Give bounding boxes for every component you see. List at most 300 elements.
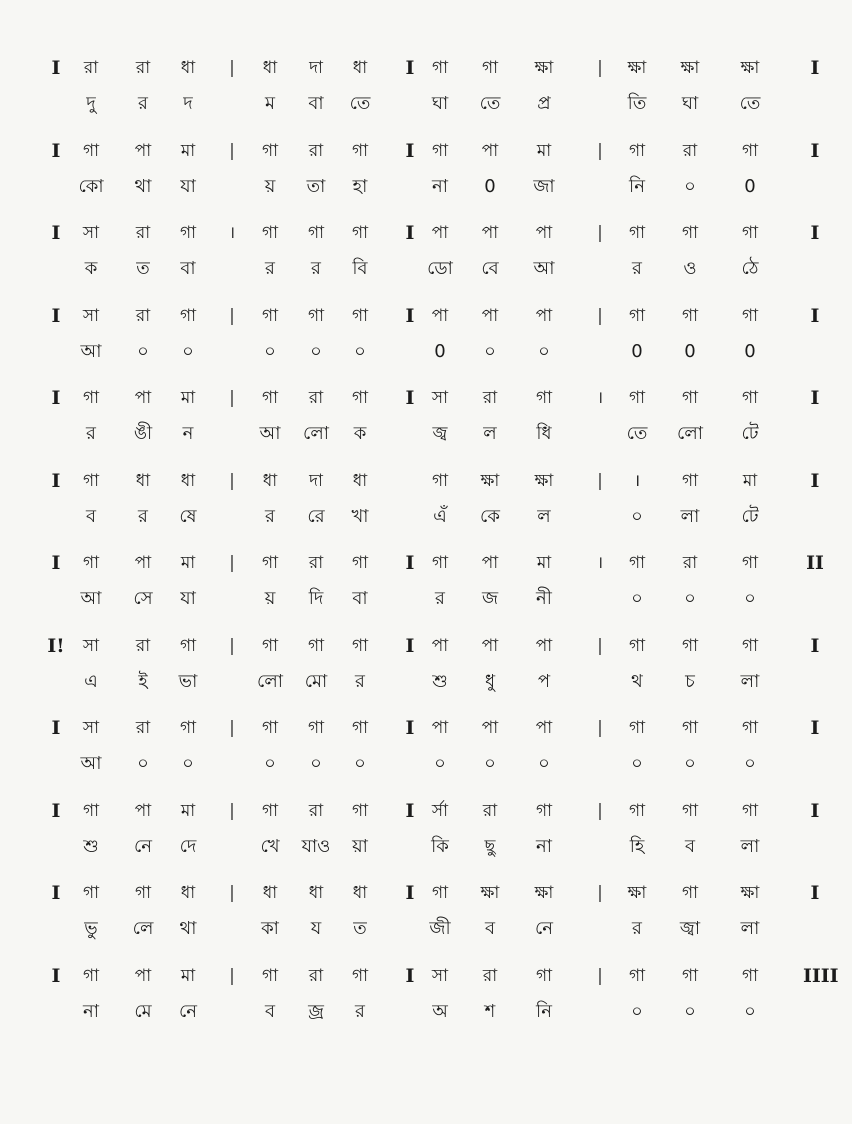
bar-line: I [405, 799, 415, 822]
swara-note: ক্ষা [480, 883, 500, 903]
lyric-syllable: ০ [264, 753, 276, 774]
swara-note: গা [82, 388, 100, 408]
lyric-syllable: জ্ব [432, 423, 448, 444]
lyric-syllable: ০ [631, 505, 643, 527]
swara-note: গা [261, 718, 279, 738]
bar-line: I [810, 57, 820, 79]
swara-note: পা [431, 223, 449, 243]
lyric-syllable: য়া [352, 835, 368, 857]
swara-note: ক্ষা [627, 58, 647, 78]
swara-row [0, 382, 852, 414]
swara-row [0, 712, 852, 744]
swara-row [0, 217, 852, 249]
swara-note: গা [82, 883, 100, 903]
swara-note: রা [682, 553, 698, 573]
notation-line [0, 795, 852, 875]
swara-note: গা [741, 553, 759, 573]
lyric-syllable: 0 [434, 340, 446, 362]
lyric-syllable: নে [133, 835, 153, 857]
lyric-syllable: এ [84, 670, 98, 692]
swara-row [0, 465, 852, 497]
lyric-syllable: ঘা [681, 93, 699, 114]
lyric-syllable: ০ [631, 753, 643, 774]
lyric-syllable: আ [80, 340, 102, 362]
bar-line: | [597, 140, 603, 161]
swara-note: ক্ষা [740, 58, 760, 78]
lyric-syllable: র [632, 258, 642, 279]
lyric-syllable: টে [741, 423, 759, 444]
lyric-syllable: ০ [182, 340, 194, 362]
bar-line: I [405, 57, 415, 79]
swara-note: ক্ষা [627, 883, 647, 903]
swara-note: ধা [352, 58, 368, 78]
swara-note: পা [431, 718, 449, 738]
lyric-syllable: থা [179, 918, 197, 939]
swara-note: গা [681, 470, 699, 491]
swara-note: সা [82, 635, 100, 656]
swara-note: গা [179, 305, 197, 326]
swara-note: গা [628, 718, 646, 738]
swara-note: পা [134, 140, 152, 161]
bar-line: | [229, 800, 235, 821]
lyric-syllable: টে [741, 505, 759, 527]
lyric-syllable: ভু [84, 918, 98, 939]
bar-line: | [597, 883, 603, 903]
swara-note: গা [307, 718, 325, 738]
lyric-syllable: ০ [354, 340, 366, 362]
swara-note: গা [628, 305, 646, 326]
lyric-syllable: নে [534, 918, 554, 939]
bar-line: | [229, 470, 235, 491]
lyric-row [0, 88, 852, 120]
lyric-syllable: জা [533, 175, 555, 197]
lyric-syllable: ডো [427, 258, 453, 279]
lyric-syllable: জ [481, 588, 499, 609]
lyric-syllable: ক [84, 258, 98, 279]
swara-note: রা [482, 800, 498, 821]
lyric-syllable: ০ [137, 340, 149, 362]
lyric-syllable: হা [352, 175, 368, 197]
bar-line: | [597, 800, 603, 821]
bar-line: I [810, 304, 820, 327]
swara-note: মা [180, 800, 196, 821]
swara-note: ক্ষা [534, 470, 554, 491]
swara-note: গা [307, 305, 325, 326]
notation-line [0, 300, 852, 380]
swara-note: সা [82, 223, 100, 243]
lyric-row [0, 831, 852, 863]
swara-note: ধা [262, 470, 278, 491]
swara-note: গা [307, 635, 325, 656]
notation-line [0, 52, 852, 132]
swara-note: ধা [135, 470, 151, 491]
lyric-syllable: প [537, 670, 551, 692]
swara-note: গা [82, 965, 100, 986]
swara-note: গা [261, 140, 279, 161]
lyric-syllable: এঁ [433, 505, 447, 527]
swara-note: মা [742, 470, 758, 491]
lyric-syllable: মো [304, 670, 328, 692]
swara-note: পা [535, 223, 553, 243]
lyric-syllable: ০ [744, 753, 756, 774]
swara-note: গা [431, 140, 449, 161]
swara-note: রা [135, 58, 151, 78]
bar-line: I [405, 882, 415, 904]
swara-note: ক্ষা [534, 883, 554, 903]
swara-note: গা [681, 223, 699, 243]
bar-line: | [597, 470, 603, 491]
notation-line [0, 135, 852, 215]
bar-line: | [597, 58, 603, 78]
lyric-syllable: ব [85, 505, 97, 527]
lyric-syllable: ক [353, 423, 367, 444]
bar-line: | [597, 223, 603, 243]
swara-note: ধা [308, 883, 324, 903]
lyric-syllable: ০ [684, 1000, 696, 1022]
swara-note: মা [536, 140, 552, 161]
bar-line: I [51, 469, 61, 492]
swara-note: গা [481, 58, 499, 78]
swara-note: রা [308, 965, 324, 986]
swara-note: গা [307, 223, 325, 243]
bar-line: I [810, 882, 820, 904]
swara-note: গা [535, 388, 553, 408]
swara-row [0, 877, 852, 909]
swara-note: মা [536, 553, 552, 573]
swara-note: গা [431, 58, 449, 78]
lyric-syllable: নি [536, 1000, 552, 1022]
lyric-row [0, 913, 852, 945]
lyric-syllable: নে [178, 1000, 198, 1022]
bar-line: | [597, 305, 603, 326]
lyric-syllable: ০ [684, 175, 696, 197]
swara-note: রা [482, 388, 498, 408]
lyric-syllable: ল [483, 423, 497, 444]
lyric-syllable: ০ [434, 753, 446, 774]
lyric-syllable: শু [432, 670, 448, 692]
swara-note: রা [135, 718, 151, 738]
swara-note: গা [261, 223, 279, 243]
lyric-syllable: যাও [301, 835, 331, 857]
swara-note: গা [681, 883, 699, 903]
lyric-syllable: লা [740, 835, 760, 857]
lyric-syllable: বা [308, 93, 324, 114]
lyric-syllable: 0 [484, 175, 496, 197]
bar-line: | [229, 553, 235, 573]
bar-line: I [51, 799, 61, 822]
swara-note: ক্ষা [740, 883, 760, 903]
lyric-syllable: 0 [631, 340, 643, 362]
lyric-syllable: ব [484, 918, 496, 939]
swara-note: ধা [180, 883, 196, 903]
bar-line: I [405, 634, 415, 657]
lyric-syllable: ০ [631, 588, 643, 609]
swara-note: গা [261, 635, 279, 656]
lyric-syllable: জ্বা [679, 918, 701, 939]
notation-line [0, 547, 852, 627]
bar-line: I [810, 799, 820, 822]
lyric-syllable: ত [136, 258, 150, 279]
lyric-syllable: দু [86, 93, 96, 114]
swara-note: গা [351, 800, 369, 821]
lyric-syllable: ০ [310, 753, 322, 774]
lyric-syllable: তে [479, 93, 501, 114]
swara-note: রা [83, 58, 99, 78]
lyric-syllable: র [265, 505, 275, 527]
swara-note: পা [481, 635, 499, 656]
lyric-row [0, 171, 852, 203]
swara-note: গা [351, 140, 369, 161]
lyric-syllable: ধি [536, 423, 552, 444]
lyric-syllable: শ [484, 1000, 496, 1022]
swara-row [0, 300, 852, 332]
lyric-syllable: ০ [684, 753, 696, 774]
lyric-syllable: ০ [182, 753, 194, 774]
swara-note: গা [741, 223, 759, 243]
lyric-syllable: ন [182, 423, 194, 444]
swara-note: গা [741, 388, 759, 408]
lyric-syllable: আ [259, 423, 281, 444]
swara-note: ধা [352, 470, 368, 491]
swara-note: গা [179, 635, 197, 656]
bar-line: I [51, 57, 61, 79]
swara-note: রা [308, 553, 324, 573]
lyric-syllable: ব [264, 1000, 276, 1022]
bar-line: IIII [803, 964, 839, 987]
notation-line [0, 712, 852, 792]
swara-note: গা [741, 965, 759, 986]
swara-note: রা [308, 140, 324, 161]
swara-note: । [633, 470, 641, 491]
lyric-syllable: আ [80, 588, 102, 609]
lyric-syllable: ০ [137, 753, 149, 774]
lyric-syllable: ব [684, 835, 696, 857]
swara-row [0, 960, 852, 992]
swara-note: গা [681, 718, 699, 738]
bar-line: I [405, 139, 415, 162]
bar-line: | [597, 965, 603, 986]
swara-note: ক্ষা [480, 470, 500, 491]
lyric-row [0, 418, 852, 450]
lyric-syllable: লা [740, 670, 760, 692]
swara-note: গা [741, 140, 759, 161]
swara-note: ধা [262, 58, 278, 78]
swara-note: গা [628, 223, 646, 243]
swara-row [0, 795, 852, 827]
lyric-syllable: যা [180, 175, 196, 197]
bar-line: । [228, 223, 236, 243]
swara-note: গা [628, 965, 646, 986]
lyric-row [0, 336, 852, 368]
notation-line [0, 877, 852, 957]
lyric-syllable: ঠে [741, 258, 759, 279]
lyric-syllable: র [435, 588, 445, 609]
lyric-syllable: হি [629, 835, 645, 857]
swara-note: গা [351, 553, 369, 573]
lyric-syllable: ০ [310, 340, 322, 362]
lyric-syllable: না [432, 175, 448, 197]
lyric-syllable: লো [303, 423, 329, 444]
lyric-syllable: সে [133, 588, 153, 609]
swara-note: মা [180, 388, 196, 408]
swara-note: পা [481, 140, 499, 161]
lyric-syllable: দে [179, 835, 197, 857]
swara-note: গা [82, 800, 100, 821]
swara-note: রা [135, 635, 151, 656]
lyric-syllable: ০ [354, 753, 366, 774]
swara-note: গা [179, 718, 197, 738]
lyric-syllable: ০ [484, 340, 496, 362]
lyric-syllable: তি [627, 93, 647, 114]
lyric-syllable: রে [307, 505, 325, 527]
lyric-syllable: র [355, 670, 365, 692]
lyric-syllable: কি [431, 835, 449, 857]
lyric-syllable: 0 [744, 340, 756, 362]
lyric-row [0, 253, 852, 285]
swara-note: গা [179, 223, 197, 243]
lyric-syllable: র [138, 505, 148, 527]
lyric-row [0, 666, 852, 698]
notation-line [0, 465, 852, 545]
lyric-syllable: ল [537, 505, 551, 527]
bar-line: | [229, 965, 235, 986]
lyric-syllable: থা [134, 175, 152, 197]
bar-line: II [806, 552, 824, 574]
bar-line: I [810, 717, 820, 739]
swara-note: পা [134, 553, 152, 573]
bar-line: | [229, 140, 235, 161]
swara-note: গা [351, 305, 369, 326]
lyric-syllable: বে [481, 258, 499, 279]
bar-line: I [51, 304, 61, 327]
bar-line: I [810, 634, 820, 657]
notation-line [0, 960, 852, 1040]
swara-row [0, 52, 852, 84]
swara-note: গা [628, 635, 646, 656]
swara-note: পা [481, 305, 499, 326]
swara-note: গা [431, 470, 449, 491]
lyric-syllable: ঙী [133, 423, 153, 444]
swara-note: পা [535, 635, 553, 656]
lyric-syllable: য [310, 918, 322, 939]
swara-note: দা [309, 58, 323, 78]
lyric-syllable: লা [680, 505, 700, 527]
swara-note: ক্ষা [680, 58, 700, 78]
lyric-syllable: তে [349, 93, 371, 114]
lyric-row [0, 583, 852, 615]
bar-line: I [51, 964, 61, 987]
lyric-syllable: লে [132, 918, 154, 939]
bar-line: I [810, 139, 820, 162]
swara-note: গা [628, 800, 646, 821]
swara-note: গা [535, 800, 553, 821]
swara-row [0, 547, 852, 579]
notation-line [0, 217, 852, 297]
lyric-syllable: না [83, 1000, 99, 1022]
bar-line: I [405, 387, 415, 409]
lyric-syllable: তে [739, 93, 761, 114]
swara-note: গা [351, 718, 369, 738]
bar-line: | [229, 305, 235, 326]
swara-note: গা [681, 388, 699, 408]
lyric-syllable: ছু [484, 835, 496, 857]
lyric-syllable: কে [480, 505, 500, 527]
swara-note: মা [180, 965, 196, 986]
swara-note: দা [309, 470, 323, 491]
swara-note: ধা [180, 470, 196, 491]
lyric-syllable: নী [536, 588, 552, 609]
lyric-syllable: দি [308, 588, 324, 609]
bar-line: । [596, 388, 604, 408]
lyric-row [0, 748, 852, 780]
swara-note: রা [135, 223, 151, 243]
notation-line [0, 630, 852, 710]
bar-line: । [596, 553, 604, 573]
lyric-syllable: ত [353, 918, 367, 939]
swara-note: গা [681, 965, 699, 986]
lyric-syllable: কো [78, 175, 104, 197]
swara-note: গা [535, 965, 553, 986]
lyric-syllable: ০ [538, 753, 550, 774]
swara-note: গা [351, 965, 369, 986]
bar-line: I [51, 552, 61, 574]
lyric-row [0, 996, 852, 1028]
lyric-syllable: 0 [684, 340, 696, 362]
lyric-syllable: নি [629, 175, 645, 197]
swara-note: গা [741, 800, 759, 821]
lyric-syllable: অ [432, 1000, 448, 1022]
lyric-syllable: ০ [484, 753, 496, 774]
swara-note: গা [741, 635, 759, 656]
swara-note: ক্ষা [534, 58, 554, 78]
lyric-syllable: ঘা [431, 93, 449, 114]
swara-note: সা [431, 965, 449, 986]
bar-line: | [229, 388, 235, 408]
lyric-syllable: ০ [631, 1000, 643, 1022]
swara-note: ধা [262, 883, 278, 903]
lyric-syllable: ০ [744, 1000, 756, 1022]
swara-note: র্সা [431, 800, 449, 821]
swara-note: গা [261, 553, 279, 573]
bar-line: I [405, 717, 415, 739]
swara-note: রা [682, 140, 698, 161]
lyric-syllable: থ [631, 670, 643, 692]
lyric-syllable: ও [683, 258, 697, 279]
lyric-syllable: লো [677, 423, 703, 444]
bar-line: I [51, 717, 61, 739]
bar-line: I [810, 469, 820, 492]
swara-note: পা [535, 305, 553, 326]
swara-note: গা [82, 140, 100, 161]
swara-note: গা [261, 965, 279, 986]
swara-note: গা [82, 553, 100, 573]
swara-note: গা [261, 388, 279, 408]
lyric-syllable: ষে [179, 505, 197, 527]
bar-line: I [405, 964, 415, 987]
bar-line: | [229, 883, 235, 903]
lyric-syllable: র [311, 258, 321, 279]
swara-note: গা [134, 883, 152, 903]
swara-note: গা [741, 305, 759, 326]
bar-line: | [229, 635, 235, 656]
swara-note: পা [134, 965, 152, 986]
lyric-syllable: খা [351, 505, 369, 527]
lyric-syllable: য় [264, 175, 276, 197]
lyric-syllable: বা [180, 258, 196, 279]
lyric-syllable: র [86, 423, 96, 444]
swara-note: পা [535, 718, 553, 738]
swara-note: গা [261, 305, 279, 326]
